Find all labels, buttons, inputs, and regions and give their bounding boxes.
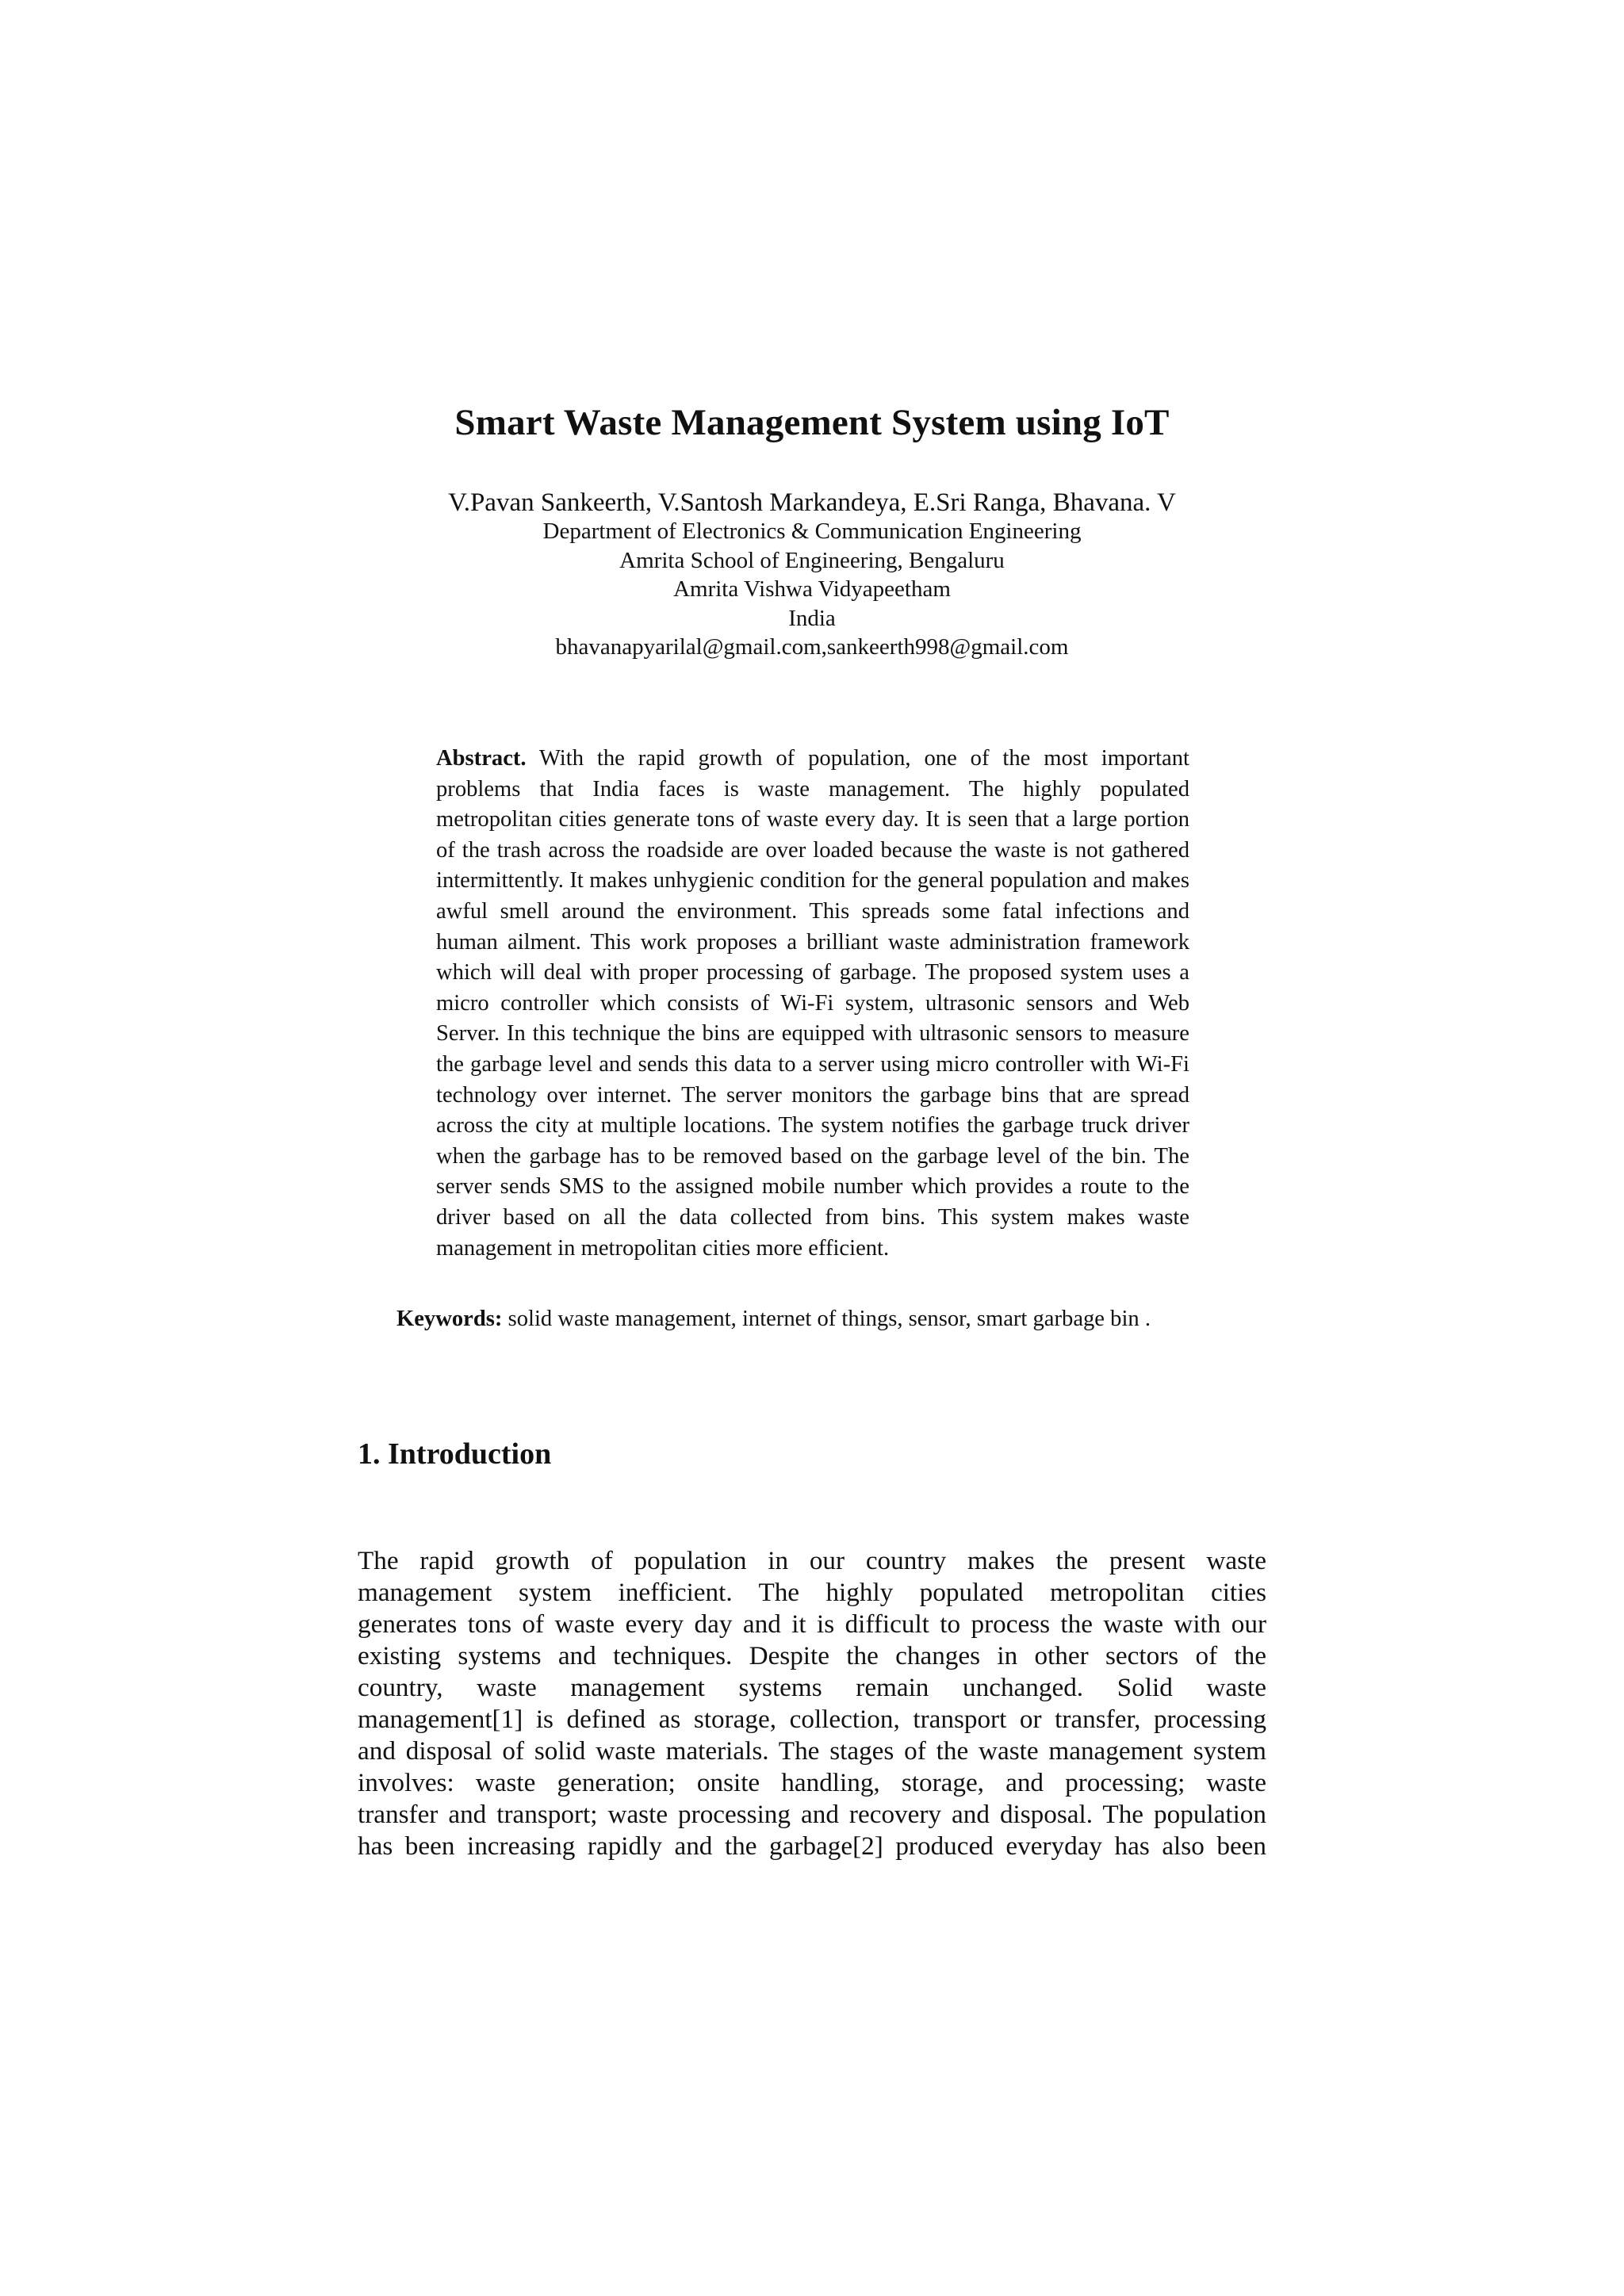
introduction-body (358, 1545, 1266, 1862)
affiliation-block (0, 517, 1624, 662)
abstract (436, 744, 1189, 1264)
body-line: management system inefficient. The highly populated metropolitan cities (358, 1578, 1266, 1607)
body-line: transfer and transport; waste processing and recovery and disposal. The population (358, 1800, 1266, 1829)
affiliation-school: Amrita School of Engineering, Bengaluru (619, 547, 1005, 573)
affiliation-country: India (788, 605, 836, 631)
body-line: generates tons of waste every day and it is difficult to process the waste with our (358, 1609, 1266, 1639)
keywords (396, 1304, 1269, 1334)
abstract-text: With the rapid growth of population, one of the most important problems that India faces is waste management. The highly populated metropolitan cities generate tons of waste every day. It is seen that a large portion of the trash across the roadside are over loaded because the waste is not gathered intermittently. It makes unhygienic condition for the general population and makes awful smell around the environment. This spreads some fatal infections and human ailment. This work proposes a brilliant waste administration framework which will deal with proper processing of garbage. The proposed system uses a micro controller which consists of Wi-Fi system, ultrasonic sensors and Web Server. In this technique the bins are equipped with ultrasonic sensors to measure the garbage level and sends this data to a server using micro controller with Wi-Fi technology over internet. The server monitors the garbage bins that are spread across the city at multiple locations. The system notifies the garbage truck driver when the garbage has to be removed based on the garbage level of the bin. The server sends SMS to the assigned mobile number which provides a route to the driver based on all the data collected from bins. This system makes waste management in metropolitan cities more efficient. (436, 746, 1189, 1261)
keywords-text: solid waste management, internet of things, sensor, smart garbage bin . (508, 1307, 1151, 1331)
affiliation-department: Department of Electronics & Communication Engineering (542, 519, 1082, 544)
body-line: country, waste management systems remain unchanged. Solid waste (358, 1673, 1266, 1702)
author-list: V.Pavan Sankeerth, V.Santosh Markandeya, E.Sri Ranga, Bhavana. V (448, 488, 1176, 517)
keywords-label: Keywords: (396, 1307, 503, 1331)
paper-title: Smart Waste Management System using IoT (454, 402, 1170, 443)
body-line: management[1] is defined as storage, collection, transport or transfer, processing (358, 1705, 1266, 1734)
body-line: has been increasing rapidly and the garbage[2] produced everyday has also been (358, 1831, 1266, 1861)
body-line: The rapid growth of population in our country makes the present waste (358, 1546, 1266, 1575)
affiliation-university: Amrita Vishwa Vidyapeetham (673, 576, 951, 602)
body-line: involves: waste generation; onsite handling, storage, and processing; waste (358, 1768, 1266, 1797)
abstract-label: Abstract. (436, 746, 527, 771)
body-line: and disposal of solid waste materials. The stages of the waste management system (358, 1736, 1266, 1766)
section-heading-introduction: 1. Introduction (358, 1437, 552, 1471)
body-line: existing systems and techniques. Despite the changes in other sectors of the (358, 1641, 1266, 1670)
author-emails: bhavanapyarilal@gmail.com,sankeerth998@gmail.com (555, 634, 1069, 660)
